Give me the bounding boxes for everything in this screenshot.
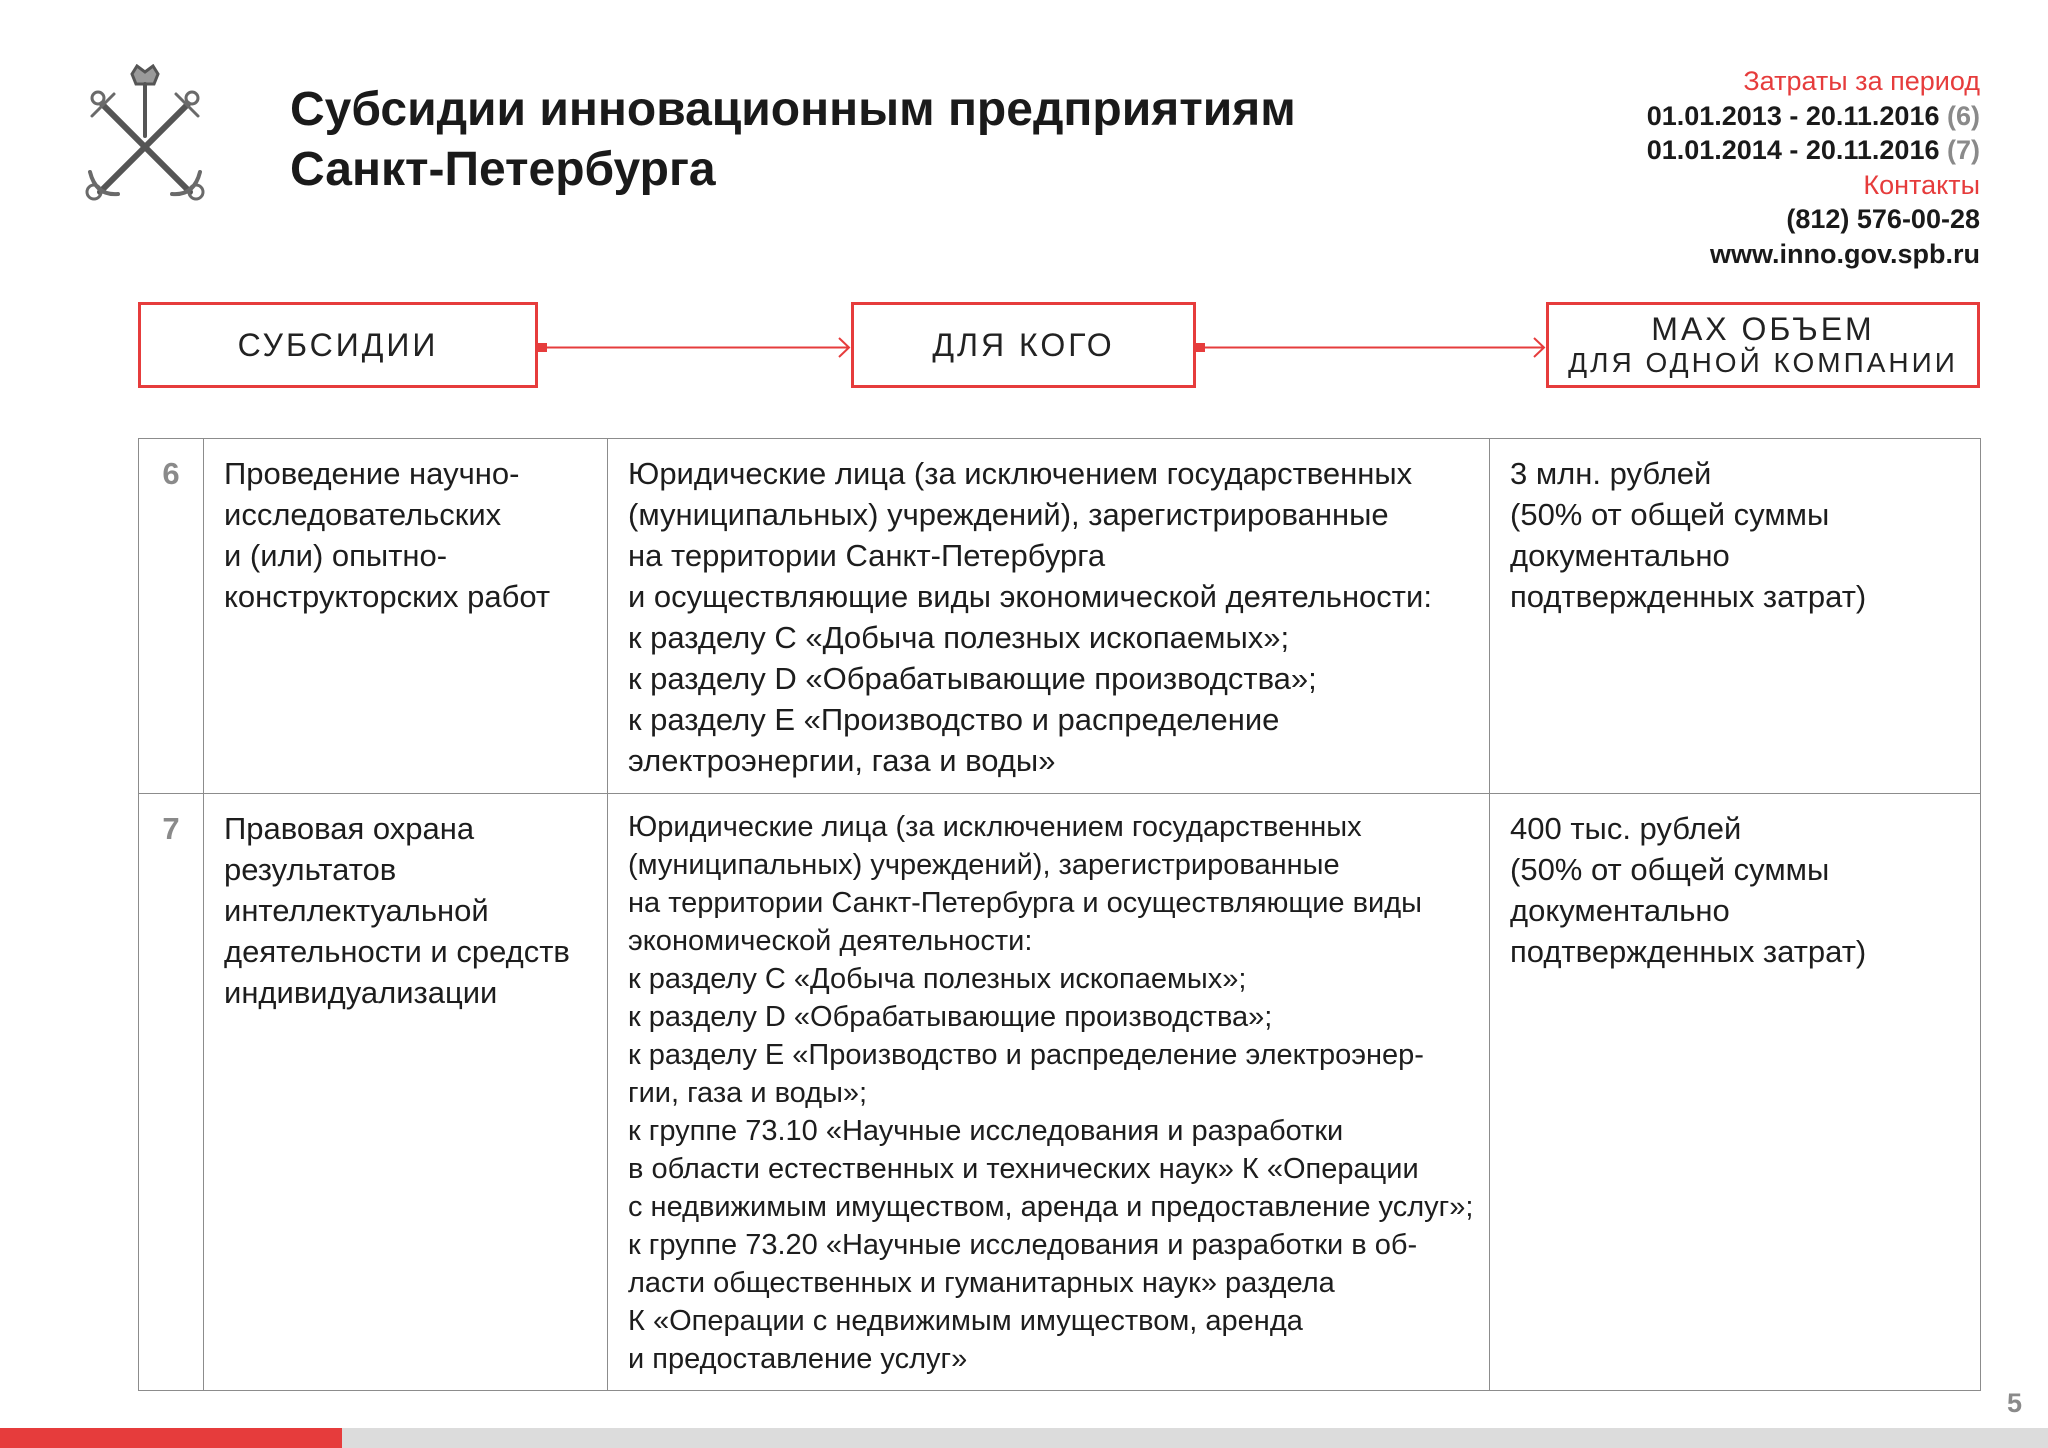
st-petersburg-emblem-icon xyxy=(82,64,208,206)
text-line: к разделу D «Обрабатывающие производства»; xyxy=(628,661,1317,696)
title-line-1: Субсидии инновационным предприятиям xyxy=(290,83,1296,136)
text-line: на территории Санкт-Петербурга и осуществляющие виды xyxy=(628,887,1422,919)
text-line: Юридические лица (за исключением государственных xyxy=(628,811,1362,843)
text-line: электроэнергии, газа и воды» xyxy=(628,743,1056,778)
text-line: к разделу Е «Производство и распределение электроэнер- xyxy=(628,1039,1424,1071)
flow-box-max-volume xyxy=(1546,302,1980,388)
table-row xyxy=(139,439,1981,794)
page-title xyxy=(290,80,1296,200)
text-line: К «Операции с недвижимым имуществом, аренда xyxy=(628,1305,1303,1337)
flow-box-subsidies xyxy=(138,302,538,388)
text-line: интеллектуальной xyxy=(224,893,489,928)
period-6-range: 01.01.2013 - 20.11.2016 xyxy=(1646,100,1940,131)
period-6-ref: (6) xyxy=(1947,100,1980,131)
text-line: экономической деятельности: xyxy=(628,925,1033,957)
text-line: документально xyxy=(1510,538,1730,573)
text-line: Правовая охрана xyxy=(224,811,475,846)
flow-box-for-whom xyxy=(851,302,1196,388)
amount-cell xyxy=(1490,439,1981,794)
table-row xyxy=(139,794,1981,1391)
text-line: Юридические лица (за исключением государственных xyxy=(628,456,1413,491)
period-7-ref: (7) xyxy=(1947,135,1980,165)
title-line-2: Санкт-Петербурга xyxy=(290,143,716,196)
text-line: на территории Санкт-Петербурга xyxy=(628,538,1106,573)
text-line: к разделу Е «Производство и распределение xyxy=(628,702,1280,737)
conditions-cell xyxy=(608,439,1490,794)
text-line: (муниципальных) учреждений), зарегистрированные xyxy=(628,849,1340,881)
arrow-2-icon xyxy=(1196,338,1544,357)
text-line: подтвержденных затрат) xyxy=(1510,934,1867,969)
row-number: 6 xyxy=(139,439,204,794)
text-line: ласти общественных и гуманитарных наук» раздела xyxy=(628,1267,1335,1299)
subsidies-table xyxy=(138,438,1981,1391)
text-line: гии, газа и воды»; xyxy=(628,1077,868,1109)
text-line: документально xyxy=(1510,893,1730,928)
arrow-1-icon xyxy=(538,338,849,357)
text-line: к разделу D «Обрабатывающие производства»; xyxy=(628,1001,1273,1033)
text-line: к группе 73.20 «Научные исследования и разработки в об- xyxy=(628,1229,1418,1261)
row-number: 7 xyxy=(139,794,204,1391)
text-line: к разделу С «Добыча полезных ископаемых»; xyxy=(628,963,1247,995)
text-line: 400 тыс. рублей xyxy=(1510,811,1742,846)
flow-box-max-volume-label: MAX ОБЪЕМ xyxy=(1651,311,1875,347)
page-number: 5 xyxy=(2006,1388,2022,1418)
text-line: с недвижимым имуществом, аренда и предоставление услуг»; xyxy=(628,1191,1474,1223)
text-line: (муниципальных) учреждений), зарегистрированные xyxy=(628,497,1389,532)
amount-cell xyxy=(1490,794,1981,1391)
flow-box-max-volume-sublabel: ДЛЯ ОДНОЙ КОМПАНИИ xyxy=(1568,347,1958,378)
text-line: к разделу С «Добыча полезных ископаемых»; xyxy=(628,620,1290,655)
subsidy-cell xyxy=(204,439,608,794)
text-line: 3 млн. рублей xyxy=(1510,456,1712,491)
text-line: исследовательских xyxy=(224,497,502,532)
text-line: результатов xyxy=(224,852,397,887)
text-line: и предоставление услуг» xyxy=(628,1343,968,1375)
text-line: и (или) опытно- xyxy=(224,538,448,573)
subsidy-cell xyxy=(204,794,608,1391)
costs-label: Затраты за период xyxy=(1743,66,1980,96)
text-line: (50% от общей суммы xyxy=(1510,497,1830,532)
period-6 xyxy=(1647,99,1980,134)
text-line: подтвержденных затрат) xyxy=(1510,579,1867,614)
text-line: в области естественных и технических наук» К «Операции xyxy=(628,1153,1419,1185)
text-line: деятельности и средств xyxy=(224,934,570,969)
period-7-range: 01.01.2014 - 20.11.2016 xyxy=(1646,135,1940,165)
website-link[interactable]: www.inno.gov.spb.ru xyxy=(1710,238,1980,269)
presentation-progress-bar xyxy=(0,1428,2048,1448)
text-line: (50% от общей суммы xyxy=(1510,852,1830,887)
text-line: индивидуализации xyxy=(224,975,498,1010)
phone: (812) 576-00-28 xyxy=(1786,204,1980,234)
flow-box-for-whom-label: ДЛЯ КОГО xyxy=(932,327,1115,363)
text-line: Проведение научно- xyxy=(224,456,520,491)
period-7 xyxy=(1647,133,1980,168)
flow-box-subsidies-label: СУБСИДИИ xyxy=(237,327,439,363)
text-line: конструкторских работ xyxy=(224,579,551,614)
text-line: к группе 73.10 «Научные исследования и разработки xyxy=(628,1115,1344,1147)
text-line: и осуществляющие виды экономической деятельности: xyxy=(628,579,1432,614)
conditions-cell xyxy=(608,794,1490,1391)
presentation-progress-fill xyxy=(0,1428,342,1448)
meta-info xyxy=(1647,64,1980,271)
contacts-label: Контакты xyxy=(1863,169,1980,200)
